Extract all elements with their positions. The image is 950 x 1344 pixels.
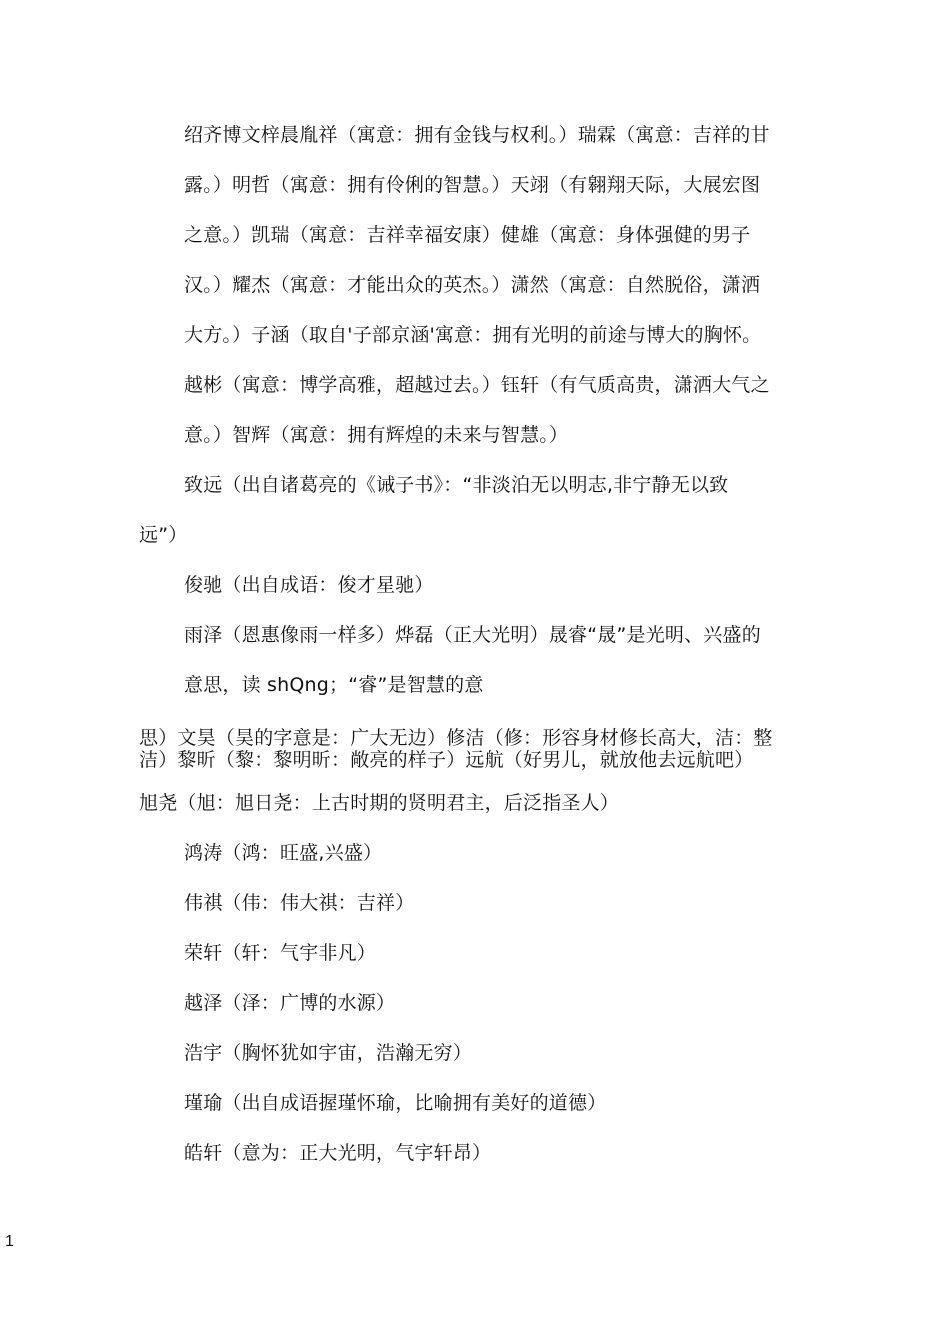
- text-line: 之意。）凯瑞（寓意：吉祥幸福安康）健雄（寓意：身体强健的男子: [184, 224, 751, 246]
- text-line: 越泽（泽：广博的水源）: [184, 992, 396, 1014]
- text-line: 致远（出自诸葛亮的《诫子书》：“非淡泊无以明志,非宁静无以致: [184, 474, 729, 496]
- text-line: 意思，读 shQng；“睿”是智慧的意: [184, 674, 484, 696]
- text-line: 越彬（寓意：博学高雅，超越过去。）钰轩（有气质高贵，潇洒大气之: [184, 374, 770, 396]
- text-line: 鸿涛（鸿：旺盛,兴盛）: [184, 842, 383, 864]
- text-line: 绍齐博文梓晨胤祥（寓意：拥有金钱与权利。）瑞霖（寓意：吉祥的甘: [184, 124, 770, 146]
- text-line: 汉。）耀杰（寓意：才能出众的英杰。）潇然（寓意：自然脱俗，潇洒: [184, 274, 761, 296]
- text-line: 皓轩（意为：正大光明，气宇轩昂）: [184, 1142, 492, 1164]
- text-line: 远”）: [139, 524, 188, 546]
- text-line: 旭尧（旭：旭日尧：上古时期的贤明君主，后泛指圣人）: [139, 792, 620, 814]
- text-line: 俊驰（出自成语：俊才星驰）: [184, 574, 434, 596]
- text-line: 荣轩（轩：气宇非凡）: [184, 942, 377, 964]
- text-line: 大方。）子涵（取自'子部京涵'寓意：拥有光明的前途与博大的胸怀。: [184, 324, 762, 346]
- text-line: 伟祺（伟：伟大祺：吉祥）: [184, 892, 415, 914]
- text-line: 露。）明哲（寓意：拥有伶俐的智慧。）天翊（有翱翔天际，大展宏图: [184, 174, 761, 196]
- text-line: 思）文昊（昊的字意是：广大无边）修洁（修：形容身材修长高大，洁：整: [139, 727, 773, 749]
- text-line: 意。）智辉（寓意：拥有辉煌的未来与智慧。）: [184, 424, 569, 446]
- text-line: 雨泽（恩惠像雨一样多）烨磊（正大光明）晟睿“晟”是光明、兴盛的: [184, 624, 761, 646]
- text-line: 浩宇（胸怀犹如宇宙，浩瀚无穷）: [184, 1042, 473, 1064]
- page-number: 1: [5, 1233, 14, 1250]
- text-line: 瑾瑜（出自成语握瑾怀瑜，比喻拥有美好的道德）: [184, 1092, 607, 1114]
- text-line: 洁）黎昕（黎：黎明昕：敞亮的样子）远航（好男儿，就放他去远航吧）: [139, 749, 754, 771]
